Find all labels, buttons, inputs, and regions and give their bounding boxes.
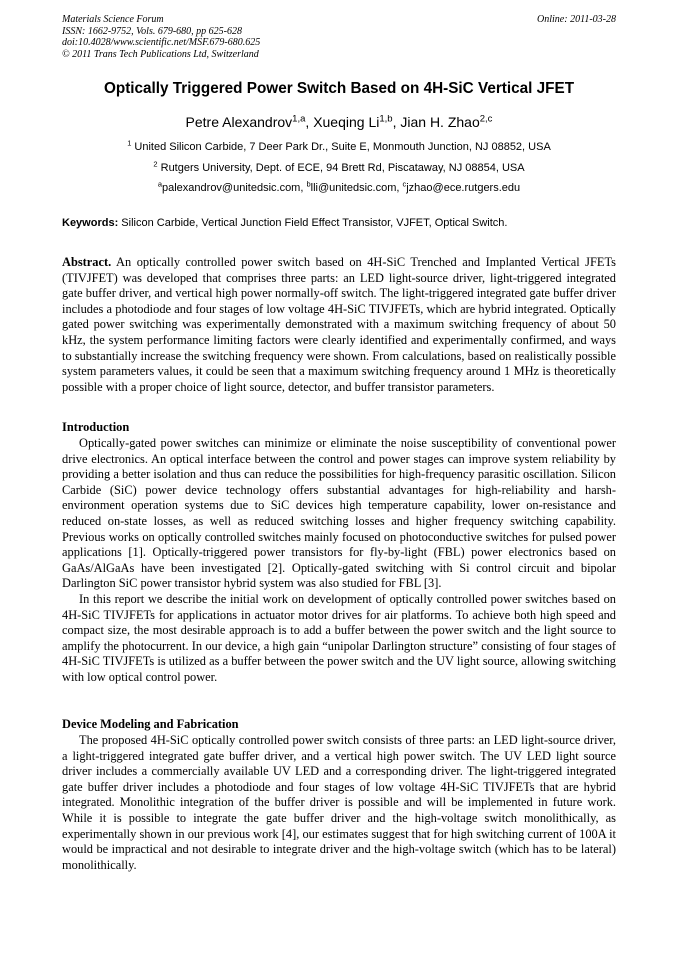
author-name: Petre Alexandrov xyxy=(185,114,293,130)
affiliation-text: United Silicon Carbide, 7 Deer Park Dr., Suite E, Monmouth Junction, NJ 08852, USA xyxy=(131,141,551,153)
affiliation-mark: 2 xyxy=(153,159,158,169)
copyright-line: © 2011 Trans Tech Publications Ltd, Switzerland xyxy=(62,48,259,60)
paragraph: In this report we describe the initial work on development of optically controlled power switches based on 4H-SiC TIVJFETs for applications in actuator motor drives for air platforms. To achieve both high speed and compact size, the most desirable approach is to add a buffer between the power switch and the light source to amplify the photocurrent. In our device, a high gain “unipolar Darlington structure” consisting of four stages of 4H-SiC TIVJFETs is utilized as a buffer between the power switch and the UV light source, allowing switching with low optical control power. xyxy=(62,591,616,684)
affiliation-text: Rutgers University, Dept. of ECE, 94 Brett Rd, Piscataway, NJ 08854, USA xyxy=(157,162,525,174)
author-name: Xueqing Li xyxy=(313,114,380,130)
email-mark: b xyxy=(306,179,311,189)
issn-line: ISSN: 1662-9752, Vols. 679-680, pp 625-628 xyxy=(62,25,242,37)
author-separator: , xyxy=(392,114,401,130)
email-text: lli@unitedsic.com, xyxy=(310,182,403,194)
keywords-text: Silicon Carbide, Vertical Junction Field Effect Transistor, VJFET, Optical Switch. xyxy=(118,217,508,229)
author-emails xyxy=(0,179,678,194)
online-date: Online: 2011-03-28 xyxy=(537,14,616,25)
email-mark: c xyxy=(402,179,407,189)
author-separator: , xyxy=(305,114,314,130)
paragraph: Optically-gated power switches can minimize or eliminate the noise susceptibility of conventional power drive electronics. An optical interface between the control and power stages can improve system reliability by providing a better isolation and thus can reduce the possibilities for high-frequency parasitic oscillation. Silicon Carbide (SiC) power device technology offers substantial advantages for high-reliability and harsh-environment operation systems due to SiC devices high temperature capability, lower on-resistance and reduced on-state losses, as well as reduced switching losses and higher frequency switching capability. Previous works on optically controlled switches mainly focused on photoconductive switches for pulsed power applications [1]. Optically-triggered power transistors for fly-by-light (FBL) power electronics based on GaAs/AlGaAs have been investigated [2]. Optically-gated switching with Si control circuit and bipolar Darlington SiC power transistor hybrid system was also studied for FBL [3]. xyxy=(62,436,616,591)
abstract xyxy=(62,255,616,395)
section-heading-device-modeling: Device Modeling and Fabrication xyxy=(62,717,239,731)
journal-name: Materials Science Forum xyxy=(62,14,164,25)
author-list xyxy=(0,114,678,130)
introduction-body xyxy=(62,436,616,686)
affiliation-mark: 1 xyxy=(127,138,132,148)
abstract-text: An optically controlled power switch based on 4H-SiC Trenched and Implanted Vertical JFETs (TIVJFET) was developed that comprises three parts: an LED light-source driver, light-triggered integrated gate buffer driver, and vertical high power normally-off switch. The light-triggered integrated gate buffer driver includes a photodiode and four stages of low voltage 4H-SiC TIVJFETs, which are hybrid integrated. Optically gated power switching was experimentally demonstrated with a maximum switching frequency of about 50 kHz, the system performance limiting factors were clearly identified and experimentally confirmed, and ways to substantially increase the switching frequency were shown. From calculations, based on realistically possible system parameters values, it could be seen that a maximum switching frequency around 1 MHz is theoretically possible with a proper choice of light source, detector, and buffer transistor parameters. xyxy=(62,255,616,394)
abstract-label: Abstract. xyxy=(62,255,112,269)
device-modeling-body xyxy=(62,733,616,873)
author-affiliation-mark: 1,a xyxy=(292,113,306,125)
author-name: Jian H. Zhao xyxy=(400,114,480,130)
paragraph: The proposed 4H-SiC optically controlled power switch consists of three parts: an LED light-source driver, a light-triggered integrated gate buffer driver, and a vertical high power switch. The UV LED light source driver includes a commercially available UV LED and a corresponding driver. The light-triggered integrated gate buffer driver includes a photodiode and four stages of low voltage 4H-SiC TIVJFETs that are hybrid integrated. Monolithic integration of the buffer driver is possible and will be implemented in future work. While it is possible to integrate the gate buffer driver and the high-voltage switch monolithically, as experimentally shown in our previous work [4], our estimates suggest that for high switching current of 100A it would be impractical and not desirable to integrate driver and the high-voltage switch (which has to be lateral) monolithically. xyxy=(62,733,616,872)
author-affiliation-mark: 2,c xyxy=(479,113,493,125)
email-text: palexandrov@unitedsic.com, xyxy=(162,182,307,194)
keywords xyxy=(62,217,616,229)
journal-header xyxy=(62,14,616,60)
doi-line: doi:10.4028/www.scientific.net/MSF.679-680.625 xyxy=(62,37,261,48)
author-affiliation-mark: 1,b xyxy=(379,113,393,125)
email-text: jzhao@ece.rutgers.edu xyxy=(406,182,521,194)
paper-title: Optically Triggered Power Switch Based on 4H-SiC Vertical JFET xyxy=(103,80,575,97)
email-mark: a xyxy=(157,179,162,189)
section-heading-introduction: Introduction xyxy=(62,420,130,434)
affiliation-2 xyxy=(0,159,678,174)
affiliation-1 xyxy=(0,138,678,153)
keywords-label: Keywords: xyxy=(62,217,119,229)
